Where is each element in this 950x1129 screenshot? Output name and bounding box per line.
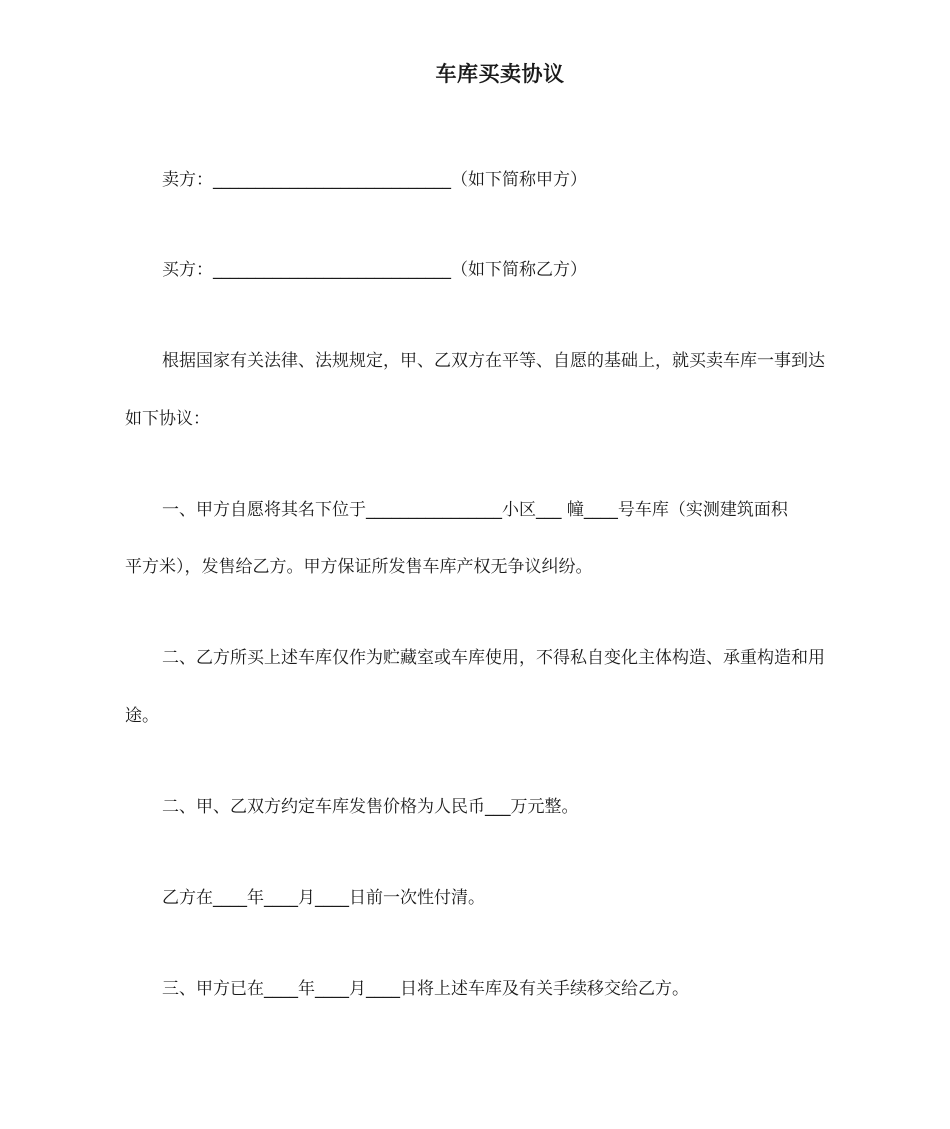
buyer-line: 买方：____________________________（如下简称乙方） xyxy=(162,260,587,280)
preamble-line-1: 根据国家有关法律、法规规定，甲、乙双方在平等、自愿的基础上，就买卖车库一事到达 xyxy=(162,351,825,371)
clause-1-line-2: 平方米），发售给乙方。甲方保证所发售车库产权无争议纠纷。 xyxy=(125,557,593,577)
document-title: 车库买卖协议 xyxy=(435,62,565,86)
price-clause: 二、甲、乙双方约定车库发售价格为人民币___万元整。 xyxy=(162,797,579,817)
seller-line: 卖方：____________________________（如下简称甲方） xyxy=(162,170,587,190)
clause-1-line-1: 一、甲方自愿将其名下位于________________小区___ 幢____号车库（实测建筑面积 xyxy=(162,500,788,520)
handover-clause: 三、甲方已在____年____月____日将上述车库及有关手续移交给乙方。 xyxy=(162,979,689,999)
preamble-line-2: 如下协议： xyxy=(125,409,210,429)
payment-clause: 乙方在____年____月____日前一次性付清。 xyxy=(162,888,485,908)
clause-2-line-1: 二、乙方所买上述车库仅作为贮藏室或车库使用，不得私自变化主体构造、承重构造和用 xyxy=(162,648,825,668)
clause-2-line-2: 途。 xyxy=(125,706,159,726)
